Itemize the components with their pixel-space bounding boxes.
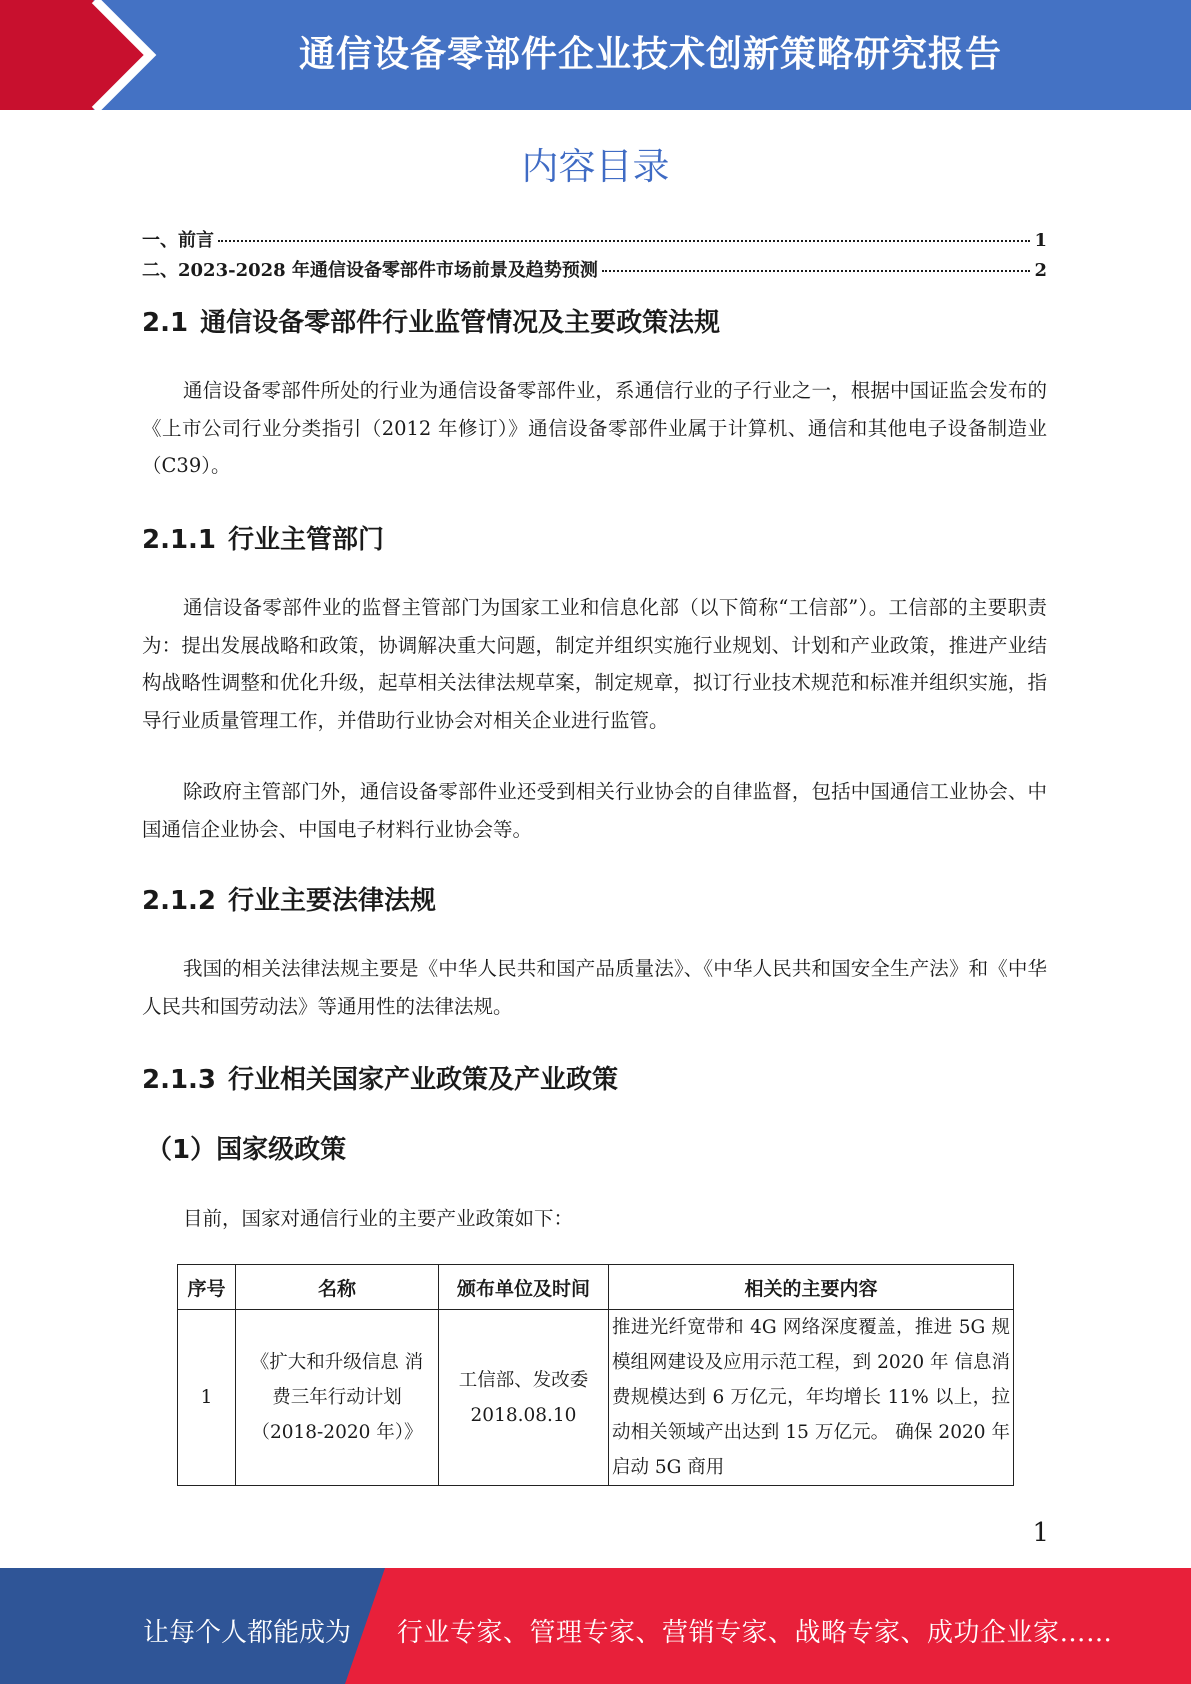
toc-entry[interactable]	[142, 226, 1047, 252]
table-cell-content: 推进光纤宽带和 4G 网络深度覆盖，推进 5G 规模组网建设及应用示范工程，到 2020 年 信息消费规模达到 6 万亿元，年均增长 11% 以上，拉动相关领域产出达到 15 万亿元。 确保 2020 年启动 5G 商用	[609, 1310, 1014, 1486]
report-title: 通信设备零部件企业技术创新策略研究报告	[298, 34, 1002, 75]
column-header: 相关的主要内容	[609, 1265, 1014, 1310]
toc-entry-page: 2	[1034, 260, 1047, 281]
section-title: 行业相关国家产业政策及产业政策	[228, 1065, 619, 1095]
table-cell-name	[236, 1310, 439, 1486]
table-row	[178, 1310, 1014, 1486]
footer-slogan-right: 行业专家、管理专家、营销专家、战略专家、成功企业家……	[397, 1618, 1113, 1648]
issue-date: 2018.08.10	[470, 1404, 577, 1426]
policy-name: 《扩大和升级信息 消费三年行动计划（2018-2020 年）》	[250, 1352, 424, 1443]
paragraph: 通信设备零部件所处的行业为通信设备零部件业，系通信行业的子行业之一，根据中国证监会发布的《上市公司行业分类指引（2012 年修订）》通信设备零部件业属于计算机、通信和其他电子设备制造业（C39）。	[142, 379, 1047, 477]
table-cell-issuer	[439, 1310, 609, 1486]
column-header: 名称	[236, 1265, 439, 1310]
toc-entry-label: 一、前言	[142, 230, 214, 251]
section-heading-2-1-3	[142, 1059, 618, 1096]
toc-entry-label: 二、2023-2028 年通信设备零部件市场前景及趋势预测	[142, 260, 598, 281]
toc-title: 内容目录	[521, 145, 670, 188]
footer-slogan-left: 让每个人都能成为	[143, 1618, 352, 1648]
page-number: 1	[1032, 1518, 1049, 1548]
page-header	[0, 0, 1191, 110]
table-cell-no: 1	[178, 1310, 236, 1486]
policy-table	[177, 1264, 1014, 1486]
section-heading-2-1-1	[142, 519, 384, 556]
section-title: 行业主要法律法规	[228, 886, 437, 916]
paragraph: 目前，国家对通信行业的主要产业政策如下：	[183, 1207, 574, 1230]
column-header: 颁布单位及时间	[439, 1265, 609, 1310]
section-title: 通信设备零部件行业监管情况及主要政策法规	[200, 308, 721, 338]
toc-entry-page: 1	[1034, 230, 1047, 251]
column-header: 序号	[178, 1265, 236, 1310]
section-number: 2.1	[142, 308, 189, 338]
subsection-heading: （1）国家级政策	[146, 1135, 347, 1165]
paragraph: 除政府主管部门外，通信设备零部件业还受到相关行业协会的自律监督，包括中国通信工业协会、中国通信企业协会、中国电子材料行业协会等。	[142, 780, 1047, 841]
table-header-row	[178, 1265, 1014, 1310]
section-number: 2.1.1	[142, 525, 217, 555]
toc-entry[interactable]	[142, 256, 1047, 282]
section-number: 2.1.3	[142, 1065, 217, 1095]
section-number: 2.1.2	[142, 886, 217, 916]
paragraph: 我国的相关法律法规主要是《中华人民共和国产品质量法》、《中华人民共和国安全生产法》和《中华人民共和国劳动法》等通用性的法律法规。	[142, 957, 1047, 1018]
section-heading-2-1-2	[142, 880, 436, 917]
issuer-name: 工信部、发改委	[458, 1369, 589, 1391]
toc-leader-dots	[218, 239, 1030, 242]
page-footer	[0, 1568, 1191, 1684]
toc-leader-dots	[602, 269, 1031, 272]
paragraph: 通信设备零部件业的监督主管部门为国家工业和信息化部（以下简称“工信部”）。工信部的主要职责为：提出发展战略和政策，协调解决重大问题，制定并组织实施行业规划、计划和产业政策，推进产业结构战略性调整和优化升级，起草相关法律法规草案，制定规章，拟订行业技术规范和标准并组织实施，指导行业质量管理工作，并借助行业协会对相关企业进行监管。	[142, 596, 1047, 732]
section-title: 行业主管部门	[228, 525, 385, 555]
section-heading-2-1	[142, 302, 720, 339]
